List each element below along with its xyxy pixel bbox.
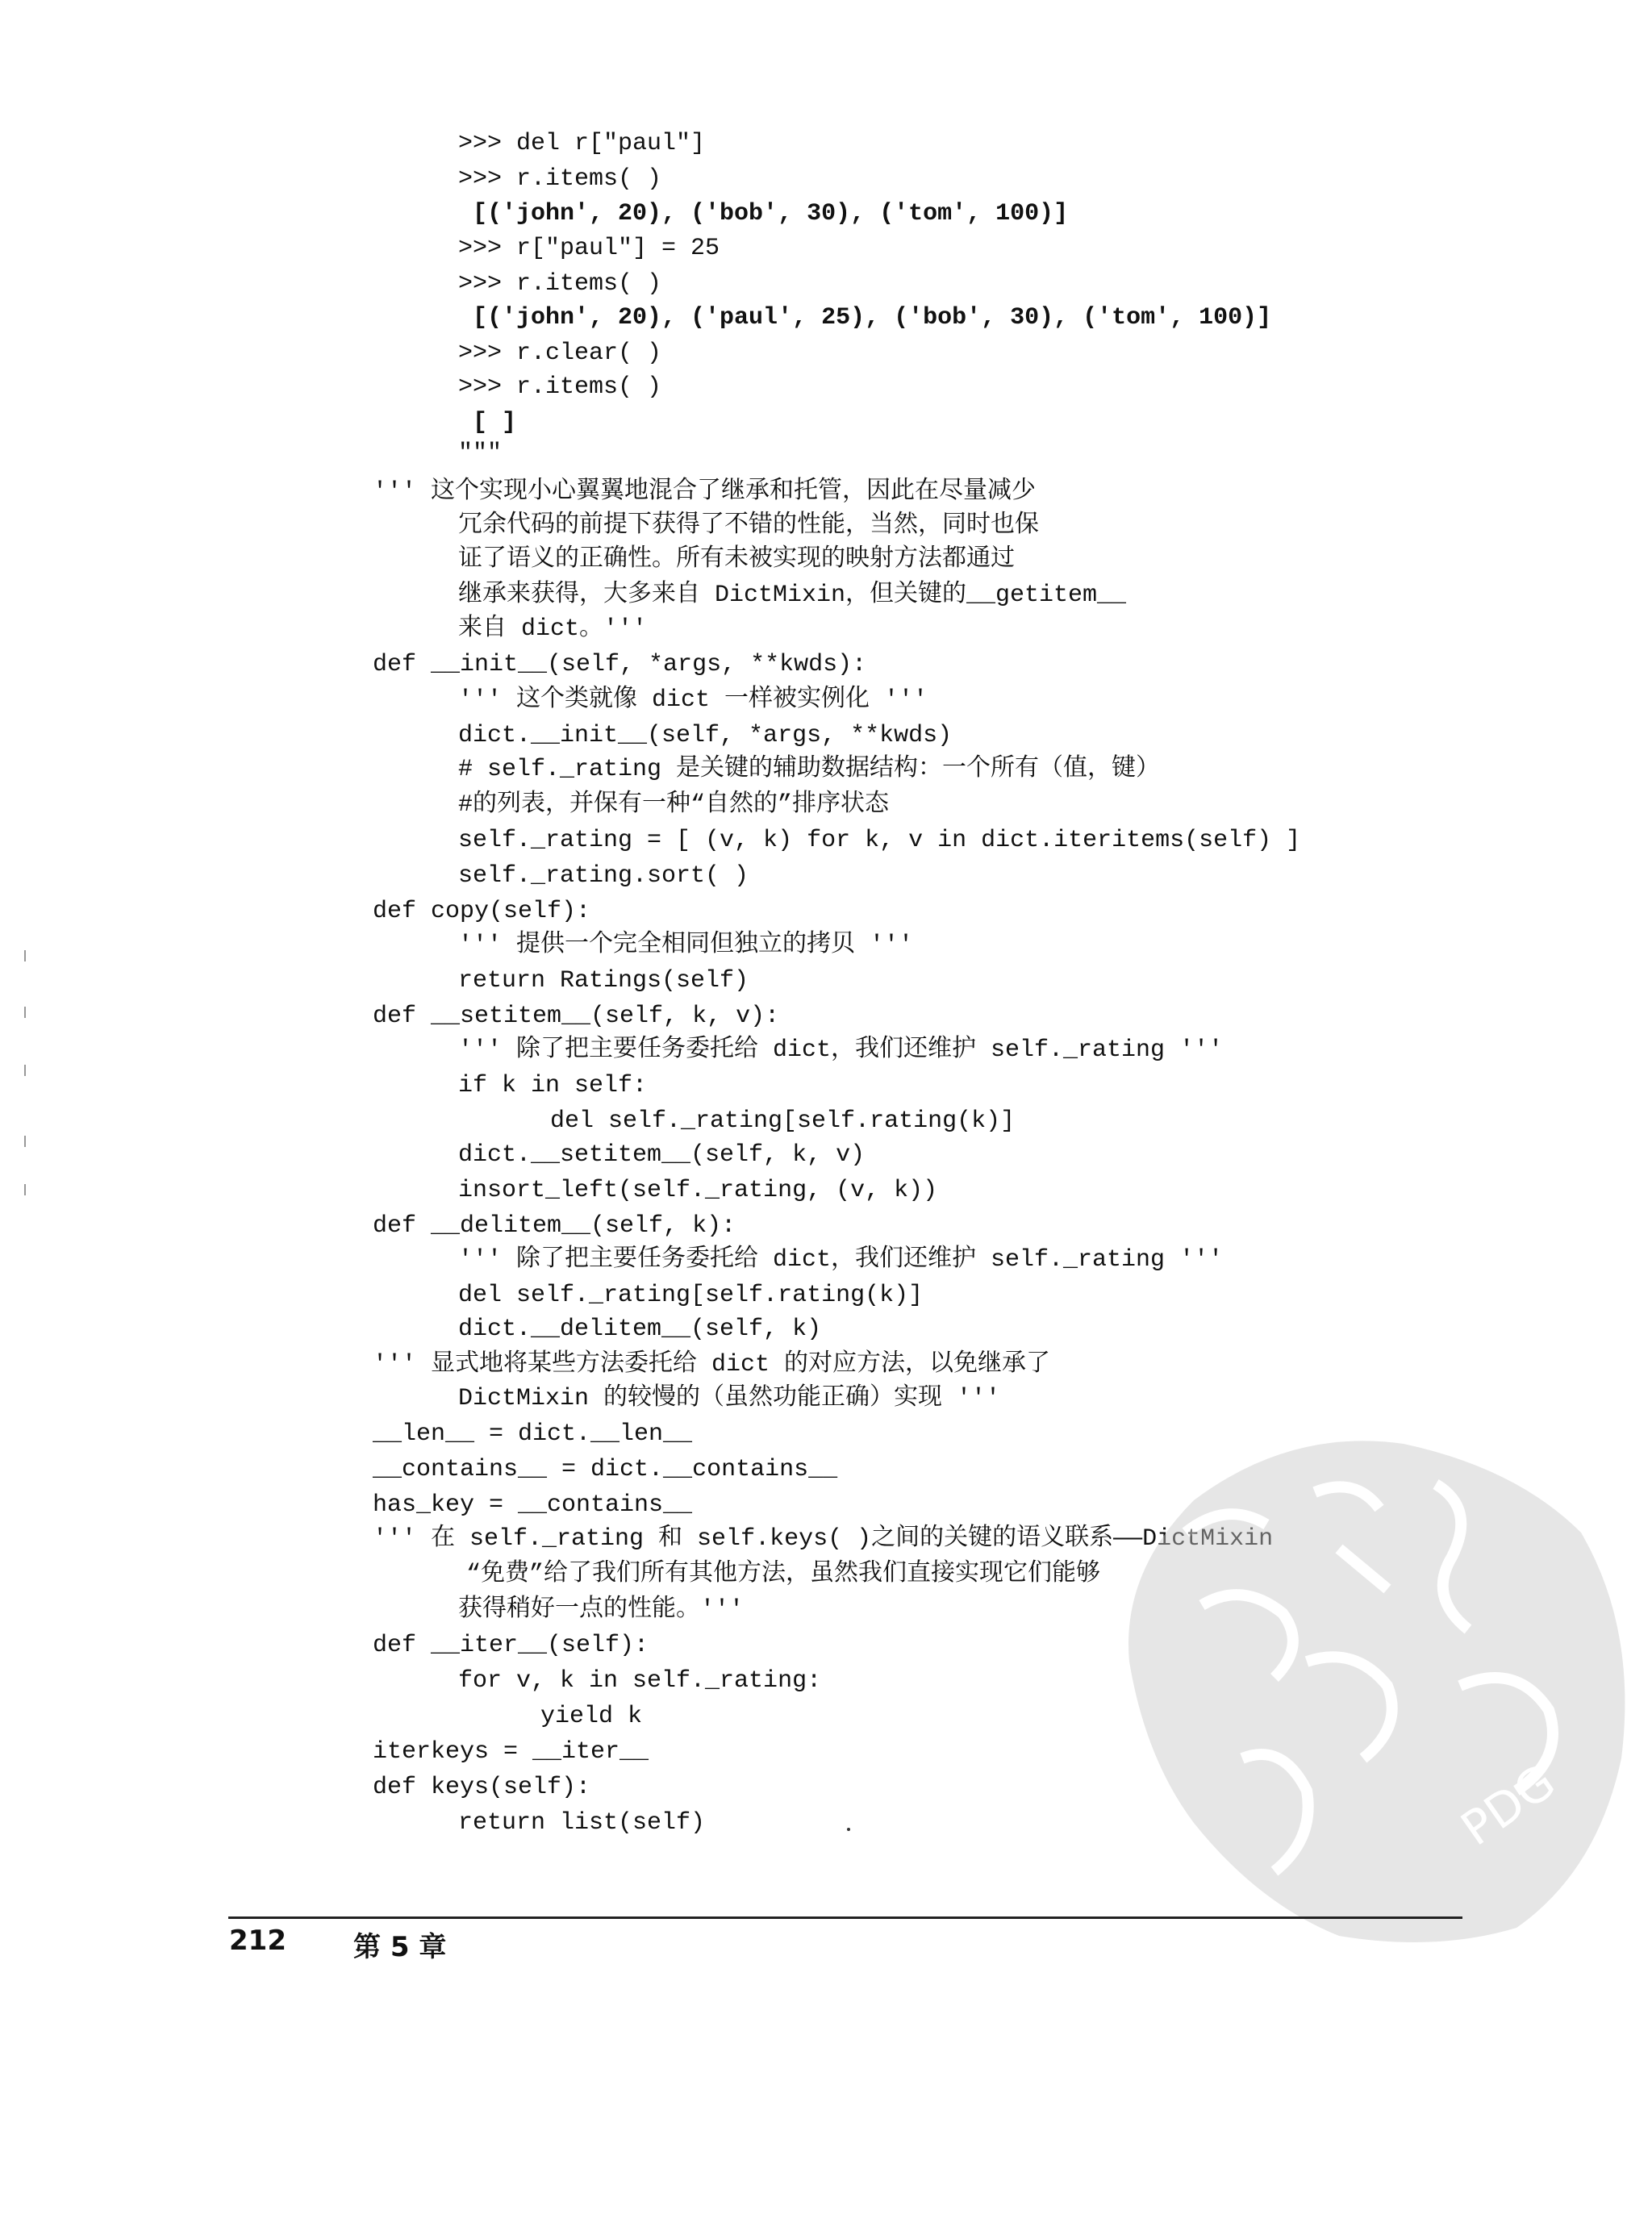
code-line: self._rating.sort( ) — [458, 862, 749, 890]
code-line: ''' 除了把主要任务委托给 dict，我们还维护 self._rating ''' — [458, 1036, 1224, 1064]
code-line: # self._rating 是关键的辅助数据结构：一个所有（值，键） — [458, 756, 1161, 783]
code-line: >>> r["paul"] = 25 — [458, 235, 720, 262]
code-line: >>> r.items( ) — [458, 165, 662, 193]
code-line: self._rating = [ (v, k) for k, v in dict.iteritems(self) ] — [458, 827, 1301, 854]
code-output-line: [('john', 20), ('bob', 30), ('tom', 100)] — [458, 200, 1069, 227]
code-line: """ — [458, 440, 503, 467]
code-line: dict.__init__(self, *args, **kwds) — [458, 722, 953, 749]
code-line: 来自 dict。''' — [458, 615, 648, 643]
code-line: return list(self) — [458, 1809, 706, 1837]
code-line: dict.__delitem__(self, k) — [458, 1316, 822, 1343]
code-line: def __init__(self, *args, **kwds): — [373, 651, 867, 678]
code-line: 继承来获得，大多来自 DictMixin，但关键的__getitem__ — [458, 582, 1127, 609]
code-line: >>> r.items( ) — [458, 373, 662, 401]
library-stamp-watermark — [1097, 1420, 1652, 1952]
code-line: def __iter__(self): — [373, 1632, 649, 1659]
code-line: 获得稍好一点的性能。''' — [458, 1596, 745, 1624]
code-line: ''' 这个实现小心翼翼地混合了继承和托管，因此在尽量减少 — [373, 478, 1037, 506]
chapter-label: 第 5 章 — [353, 1931, 447, 1963]
code-line: if k in self: — [458, 1072, 648, 1099]
code-line: >>> r.clear( ) — [458, 340, 662, 367]
code-line: def __delitem__(self, k): — [373, 1212, 736, 1240]
code-line: has_key = __contains__ — [373, 1491, 693, 1519]
code-line: dict.__setitem__(self, k, v) — [458, 1141, 866, 1169]
code-line: def keys(self): — [373, 1774, 591, 1801]
code-line: ''' 显式地将某些方法委托给 dict 的对应方法，以免继承了 — [373, 1351, 1051, 1378]
code-line: iterkeys = __iter__ — [373, 1738, 649, 1766]
code-line: __contains__ = dict.__contains__ — [373, 1456, 838, 1483]
code-line: >>> del r["paul"] — [458, 130, 706, 157]
code-line: return Ratings(self) — [458, 967, 749, 995]
code-line: DictMixin 的较慢的（虽然功能正确）实现 ''' — [458, 1385, 1001, 1412]
code-output-line: [ ] — [458, 409, 517, 436]
code-line: for v, k in self._rating: — [458, 1667, 822, 1695]
code-line: 证了语义的正确性。所有未被实现的映射方法都通过 — [458, 546, 1015, 573]
code-line: #的列表，并保有一种“自然的”排序状态 — [458, 791, 890, 819]
code-line: yield k — [540, 1703, 643, 1730]
code-line: del self._rating[self.rating(k)] — [550, 1107, 1016, 1135]
code-line: ''' 这个类就像 dict 一样被实例化 ''' — [458, 686, 928, 714]
code-line: insort_left(self._rating, (v, k)) — [458, 1177, 938, 1204]
code-line: ''' 在 self._rating 和 self.keys( )之间的关键的语义联系——DictMixin — [373, 1525, 1274, 1553]
code-line: def __setitem__(self, k, v): — [373, 1003, 780, 1030]
code-line: del self._rating[self.rating(k)] — [458, 1282, 924, 1309]
page-number: 212 — [229, 1925, 286, 1957]
code-line: __len__ = dict.__len__ — [373, 1420, 693, 1448]
code-line: “免费”给了我们所有其他方法，虽然我们直接实现它们能够 — [466, 1561, 1101, 1588]
code-output-line: [('john', 20), ('paul', 25), ('bob', 30), ('tom', 100)] — [458, 304, 1272, 332]
code-line: 冗余代码的前提下获得了不错的性能，当然，同时也保 — [458, 512, 1039, 540]
watermark-label: PDG — [1451, 1754, 1566, 1857]
scan-speck — [847, 1828, 850, 1831]
code-line: ''' 提供一个完全相同但独立的拷贝 ''' — [458, 932, 914, 959]
footer-rule — [228, 1916, 1462, 1919]
code-line: >>> r.items( ) — [458, 270, 662, 298]
code-line: def copy(self): — [373, 898, 591, 925]
code-line: ''' 除了把主要任务委托给 dict，我们还维护 self._rating ''' — [458, 1246, 1224, 1274]
